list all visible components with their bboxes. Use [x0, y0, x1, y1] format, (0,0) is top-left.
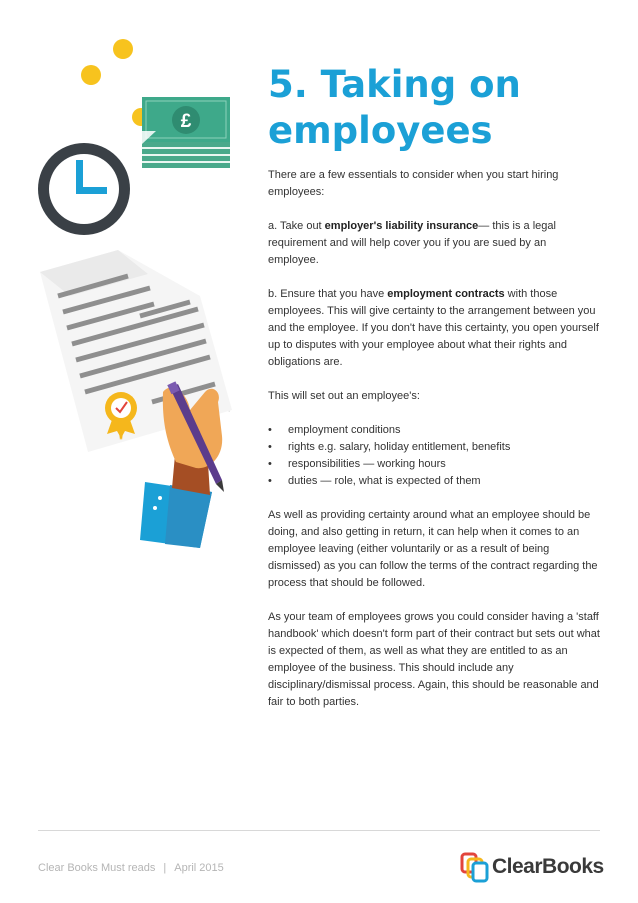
logo-wordmark: ClearBooks [492, 855, 604, 878]
clearbooks-logo-icon [460, 851, 490, 883]
clearbooks-logo [460, 850, 604, 884]
footer-publication-info [38, 862, 224, 874]
coin-icon [81, 39, 150, 126]
certainty-paragraph: As well as providing certainty around what an employee should be doing, and also getting in return, it can help when it comes to an employee leaving (either voluntarily or as a result of being dismissed) as you can follow the terms of the contract regarding the process that should be followed. [268, 509, 598, 589]
body-text [268, 167, 600, 728]
bullet-icon: • [268, 475, 272, 487]
footer-separator: | [163, 862, 167, 874]
employment-contracts-term: employment contracts [387, 288, 505, 300]
banknote-icon [142, 97, 230, 168]
list-item: • rights e.g. salary, holiday entitlement, benefits [268, 439, 600, 456]
bullet-icon: • [268, 458, 272, 470]
publication-name: Clear Books Must reads [38, 862, 156, 874]
page-title: 5. Taking on employees [268, 63, 521, 152]
publication-date: April 2015 [174, 862, 224, 874]
list-intro: This will set out an employee's: [268, 390, 420, 402]
item-b-paragraph: b. Ensure that you have employment contracts with those employees. This will give certainty to the arrangement between you and the employee. If you don't have this certainty, you open yourself up to disputes with your employee about what their rights and obligations are. [268, 288, 599, 368]
employers-liability-insurance-term: employer's liability insurance [324, 220, 479, 232]
bullet-icon: • [268, 441, 272, 453]
intro-paragraph: There are a few essentials to consider when you start hiring employees: [268, 169, 559, 198]
bullet-icon: • [268, 424, 272, 436]
clock-icon [38, 143, 130, 235]
footer-divider [38, 830, 600, 831]
illustration [0, 0, 250, 560]
employee-terms-list [268, 422, 600, 490]
list-item: • employment conditions [268, 422, 600, 439]
list-item: • duties — role, what is expected of them [268, 473, 600, 490]
pound-symbol: £ [180, 111, 192, 132]
item-a-paragraph: a. Take out employer's liability insurance— this is a legal requirement and will help cover you if you are sued by an employee. [268, 220, 556, 266]
certificate-seal-icon [105, 392, 137, 440]
list-item: • responsibilities — working hours [268, 456, 600, 473]
staff-handbook-paragraph: As your team of employees grows you could consider having a 'staff handbook' which doesn't form part of their contract but sets out what is expected of them, as well as what they are entitled to as an employee of the business. This should include any disciplinary/dismissal process. Again, this should be reasonable and fair to both parties. [268, 611, 600, 708]
